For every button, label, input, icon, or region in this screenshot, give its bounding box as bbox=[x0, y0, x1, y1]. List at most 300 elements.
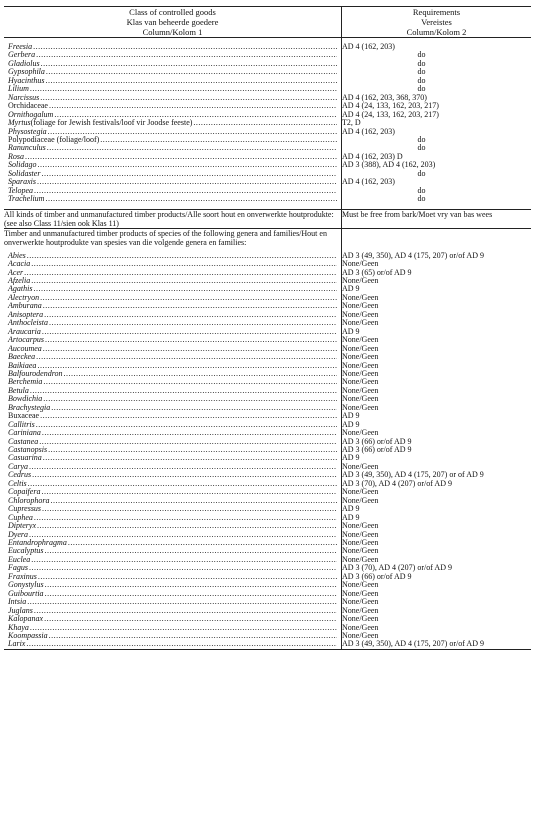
requirement: None/Geen bbox=[342, 547, 379, 556]
requirement: None/Geen bbox=[342, 589, 379, 598]
genus-name bbox=[4, 607, 341, 615]
dot-leader bbox=[38, 573, 337, 581]
genus-label: Anthocleista bbox=[8, 319, 48, 328]
requirement: AD 9 bbox=[342, 285, 360, 294]
table-row bbox=[4, 531, 531, 539]
genus-name bbox=[4, 581, 341, 589]
requirement: AD 9 bbox=[342, 513, 360, 522]
genus-label: Balfourodendron bbox=[8, 369, 63, 378]
dot-leader bbox=[37, 161, 337, 169]
table-bottom-border bbox=[4, 649, 531, 650]
genus-label: Rosa bbox=[8, 152, 24, 161]
dot-leader bbox=[30, 85, 337, 93]
genus-name bbox=[4, 378, 341, 386]
genus-label: Berchemia bbox=[8, 378, 43, 387]
genus-label: Acacia bbox=[8, 260, 31, 269]
genus-label: Lilium bbox=[8, 85, 29, 94]
genus-label: Gonystylus bbox=[8, 581, 44, 590]
genus-label: Acer bbox=[8, 268, 24, 277]
table-row bbox=[4, 353, 531, 361]
dot-leader bbox=[24, 269, 337, 277]
dot-leader bbox=[34, 607, 337, 615]
genus-label: Koompassia bbox=[8, 632, 48, 640]
requirement: None/Geen bbox=[342, 369, 379, 378]
requirement: None/Geen bbox=[342, 555, 379, 564]
genus-name bbox=[4, 522, 341, 530]
requirement: None/Geen bbox=[342, 429, 379, 438]
requirement: T2, D bbox=[342, 119, 361, 128]
genus-name bbox=[4, 531, 341, 539]
column2-title-af: Vereistes bbox=[421, 17, 452, 27]
genus-name bbox=[4, 598, 341, 606]
dot-leader bbox=[40, 294, 337, 302]
dot-leader bbox=[31, 556, 337, 564]
dot-leader bbox=[43, 395, 337, 403]
table-row bbox=[4, 514, 531, 522]
genus-label: Intsia bbox=[8, 598, 27, 607]
genus-label: Bowdichia bbox=[8, 395, 43, 404]
dot-leader bbox=[33, 285, 337, 293]
ditto-mark: do bbox=[417, 186, 426, 195]
genus-name bbox=[4, 260, 341, 268]
genus-name bbox=[4, 564, 341, 572]
table-row bbox=[4, 195, 531, 203]
table-row bbox=[4, 640, 531, 649]
dot-leader bbox=[41, 170, 337, 178]
genus-name bbox=[4, 353, 341, 361]
genus-label: Juglans bbox=[8, 606, 33, 615]
requirement: AD 3 (70), AD 4 (207) or/of AD 9 bbox=[342, 564, 452, 573]
table-row bbox=[4, 615, 531, 623]
column1-title-en: Class of controlled goods bbox=[129, 7, 216, 17]
ditto-mark: do bbox=[417, 195, 426, 204]
dot-leader bbox=[42, 429, 337, 437]
requirement: AD 4 (162, 203) bbox=[342, 43, 395, 51]
table-row bbox=[4, 187, 531, 195]
genus-name bbox=[4, 302, 341, 310]
table-row bbox=[4, 404, 531, 412]
table-row bbox=[4, 438, 531, 446]
requirement: AD 4 (162, 203, 368, 370) bbox=[342, 93, 427, 102]
table-row bbox=[4, 505, 531, 513]
table-row bbox=[4, 446, 531, 454]
dot-leader bbox=[41, 60, 337, 68]
genus-name bbox=[4, 471, 341, 479]
table-row bbox=[4, 302, 531, 310]
genus-name bbox=[4, 412, 341, 420]
genus-name bbox=[4, 421, 341, 429]
dot-leader bbox=[28, 480, 337, 488]
dot-leader bbox=[31, 260, 337, 268]
table-row bbox=[4, 328, 531, 336]
dot-leader bbox=[32, 471, 337, 479]
genus-label: Kalopanax bbox=[8, 615, 44, 624]
table-row bbox=[4, 252, 531, 260]
genus-name bbox=[4, 328, 341, 336]
genus-label: Afzelia bbox=[8, 276, 31, 285]
table-row bbox=[4, 624, 531, 632]
genus-label: Baeckea bbox=[8, 353, 36, 362]
table-row bbox=[4, 102, 531, 110]
requirement: AD 4 (162, 203) bbox=[342, 178, 395, 187]
genus-label: Khaya bbox=[8, 623, 29, 632]
requirement: None/Geen bbox=[342, 336, 379, 345]
genus-name bbox=[4, 505, 341, 513]
table-row bbox=[4, 136, 531, 144]
genus-name bbox=[4, 640, 341, 648]
genus-name bbox=[4, 336, 341, 344]
table-row bbox=[4, 480, 531, 488]
genus-name bbox=[4, 94, 341, 102]
genus-label: Gladiolus bbox=[8, 59, 40, 68]
requirement: None/Geen bbox=[342, 496, 379, 505]
genus-name bbox=[4, 77, 341, 85]
table-row bbox=[4, 556, 531, 564]
genus-name bbox=[4, 573, 341, 581]
dot-leader bbox=[45, 77, 337, 85]
genus-name bbox=[4, 285, 341, 293]
dot-leader bbox=[34, 514, 337, 522]
dot-leader bbox=[64, 370, 337, 378]
table-row bbox=[4, 43, 531, 51]
genus-name bbox=[4, 556, 341, 564]
dot-leader bbox=[26, 640, 337, 648]
dot-leader bbox=[34, 187, 337, 195]
column1-number: Column/Kolom 1 bbox=[142, 27, 203, 37]
table-row bbox=[4, 77, 531, 85]
dot-leader bbox=[40, 94, 337, 102]
requirement: None/Geen bbox=[342, 386, 379, 395]
genus-name bbox=[4, 429, 341, 437]
table-row bbox=[4, 60, 531, 68]
genus-label: Artocarpus bbox=[8, 336, 44, 345]
requirement: None/Geen bbox=[342, 598, 379, 607]
genus-name bbox=[4, 438, 341, 446]
genus-label: Entandrophragma bbox=[8, 539, 67, 548]
dot-leader bbox=[42, 328, 337, 336]
genus-name bbox=[4, 51, 341, 59]
table-row bbox=[4, 429, 531, 437]
dot-leader bbox=[37, 362, 337, 370]
table-header bbox=[4, 7, 531, 38]
controlled-goods-table bbox=[4, 6, 531, 650]
requirement: AD 3 (49, 350), AD 4 (175, 207) or of AD 9 bbox=[342, 471, 484, 480]
table-row bbox=[4, 362, 531, 370]
requirement: AD 4 (162, 203) bbox=[342, 127, 395, 136]
requirement: None/Geen bbox=[342, 361, 379, 370]
dot-leader bbox=[33, 43, 337, 51]
table-row bbox=[4, 144, 531, 152]
dot-leader bbox=[45, 590, 337, 598]
ditto-mark: do bbox=[417, 169, 426, 178]
requirement: AD 3 (65) or/of AD 9 bbox=[342, 268, 412, 277]
genus-label: Physostegia bbox=[8, 127, 47, 136]
column1-header bbox=[4, 7, 342, 38]
genus-label: Castanopsis bbox=[8, 446, 48, 455]
genus-name bbox=[4, 311, 341, 319]
genus-label: Cedrus bbox=[8, 471, 32, 480]
genus-name bbox=[4, 178, 341, 186]
genus-label: Freesia bbox=[8, 43, 33, 51]
table-row bbox=[4, 547, 531, 555]
table-row bbox=[4, 598, 531, 606]
genus-name bbox=[4, 446, 341, 454]
requirement: None/Geen bbox=[342, 632, 379, 640]
requirement: None/Geen bbox=[342, 403, 379, 412]
timber-general-requirement: Must be free from bark/Moet vry van bas wees bbox=[342, 209, 493, 219]
table-row bbox=[4, 632, 531, 640]
requirement: None/Geen bbox=[342, 522, 379, 531]
column2-header bbox=[342, 7, 532, 38]
table-row bbox=[4, 85, 531, 93]
column1-title-af: Klas van beheerde goedere bbox=[126, 17, 219, 27]
requirement: AD 3 (66) or/of AD 9 bbox=[342, 572, 412, 581]
requirement: None/Geen bbox=[342, 581, 379, 590]
dot-leader bbox=[27, 598, 337, 606]
dot-leader bbox=[36, 353, 337, 361]
dot-leader bbox=[36, 51, 337, 59]
genus-name bbox=[4, 252, 341, 260]
dot-leader bbox=[30, 387, 337, 395]
table-row bbox=[4, 607, 531, 615]
genus-label: Cuphea bbox=[8, 513, 33, 522]
genus-label: Telopea bbox=[8, 186, 34, 195]
dot-leader bbox=[49, 319, 337, 327]
dot-leader bbox=[43, 454, 337, 462]
table-row bbox=[4, 51, 531, 59]
genus-name bbox=[4, 294, 341, 302]
table-row bbox=[4, 395, 531, 403]
genus-name bbox=[4, 60, 341, 68]
timber-species-intro-row bbox=[4, 229, 531, 247]
dot-leader bbox=[51, 497, 338, 505]
requirement: AD 4 (24, 133, 162, 203, 217) bbox=[342, 110, 439, 119]
genus-label: Orchidaceae bbox=[8, 102, 48, 111]
genus-name bbox=[4, 277, 341, 285]
requirement: None/Geen bbox=[342, 353, 379, 362]
genus-name bbox=[4, 170, 341, 178]
ditto-mark: do bbox=[417, 59, 426, 68]
dot-leader bbox=[49, 632, 337, 640]
requirement: AD 4 (162, 203) D bbox=[342, 152, 403, 161]
table-row bbox=[4, 119, 531, 127]
table-row bbox=[4, 564, 531, 572]
dot-leader bbox=[51, 404, 337, 412]
dot-leader bbox=[193, 119, 337, 127]
dot-leader bbox=[44, 311, 337, 319]
genus-name bbox=[4, 547, 341, 555]
table-row bbox=[4, 370, 531, 378]
genus-name bbox=[4, 590, 341, 598]
genus-label: Eucalyptus bbox=[8, 547, 44, 556]
genus-label: Myrtus bbox=[8, 119, 31, 128]
dot-leader bbox=[48, 446, 337, 454]
table-row bbox=[4, 412, 531, 420]
ditto-mark: do bbox=[417, 85, 426, 94]
genus-name bbox=[4, 497, 341, 505]
genus-name bbox=[4, 102, 341, 110]
table-row bbox=[4, 161, 531, 169]
genus-label: Solidago bbox=[8, 161, 37, 170]
genus-label: Alectryon bbox=[8, 293, 40, 302]
dot-leader bbox=[31, 277, 337, 285]
requirement: None/Geen bbox=[342, 276, 379, 285]
requirement: None/Geen bbox=[342, 310, 379, 319]
table-row bbox=[4, 128, 531, 136]
table-row bbox=[4, 311, 531, 319]
requirement: AD 3 (66) or/of AD 9 bbox=[342, 446, 412, 455]
genus-name bbox=[4, 111, 341, 119]
genus-label: Dyera bbox=[8, 530, 28, 539]
requirement: None/Geen bbox=[342, 293, 379, 302]
genus-name bbox=[4, 68, 341, 76]
requirement: None/Geen bbox=[342, 488, 379, 497]
genus-label: Agathis bbox=[8, 285, 33, 294]
genus-name bbox=[4, 488, 341, 496]
genus-label: Trachelium bbox=[8, 195, 45, 204]
ditto-mark: do bbox=[417, 135, 426, 144]
table-row bbox=[4, 336, 531, 344]
dot-leader bbox=[25, 153, 337, 161]
requirement: AD 3 (49, 350), AD 4 (175, 207) or/of AD 9 bbox=[342, 251, 484, 260]
dot-leader bbox=[54, 111, 337, 119]
dot-leader bbox=[45, 581, 337, 589]
dot-leader bbox=[46, 68, 337, 76]
genus-label: Cupressus bbox=[8, 505, 42, 514]
genus-name bbox=[4, 85, 341, 93]
table-row bbox=[4, 294, 531, 302]
table-row bbox=[4, 319, 531, 327]
table-row bbox=[4, 539, 531, 547]
requirement: None/Geen bbox=[342, 344, 379, 353]
genus-label: Gypsophila bbox=[8, 68, 45, 77]
genus-name bbox=[4, 370, 341, 378]
requirement: None/Geen bbox=[342, 319, 379, 328]
genus-label: Ornithogalum bbox=[8, 110, 54, 119]
requirement: AD 9 bbox=[342, 420, 360, 429]
genus-name bbox=[4, 345, 341, 353]
genus-name bbox=[4, 136, 341, 144]
table-row bbox=[4, 463, 531, 471]
genus-label: Polypodiaceae (foliage/loof) bbox=[8, 135, 100, 144]
requirement: AD 9 bbox=[342, 454, 360, 463]
requirement: None/Geen bbox=[342, 623, 379, 632]
genus-label: Araucaria bbox=[8, 327, 41, 336]
genus-label: Larix bbox=[8, 640, 26, 649]
genus-label: Brachystegia bbox=[8, 403, 51, 412]
genus-name bbox=[4, 539, 341, 547]
table-row bbox=[4, 522, 531, 530]
genus-name bbox=[4, 153, 341, 161]
genus-label: Copaifera bbox=[8, 488, 41, 497]
dot-leader bbox=[45, 336, 337, 344]
table-row bbox=[4, 590, 531, 598]
requirement: None/Geen bbox=[342, 539, 379, 548]
genus-label: Anisoptera bbox=[8, 310, 44, 319]
table-row bbox=[4, 285, 531, 293]
genus-label: Solidaster bbox=[8, 169, 41, 178]
dot-leader bbox=[43, 302, 337, 310]
genus-name bbox=[4, 269, 341, 277]
dot-leader bbox=[29, 463, 337, 471]
genus-label: Betula bbox=[8, 386, 29, 395]
table-row bbox=[4, 581, 531, 589]
requirement: AD 9 bbox=[342, 505, 360, 514]
genus-label: Narcissus bbox=[8, 93, 40, 102]
timber-general-row bbox=[4, 210, 531, 229]
genus-label: Euclea bbox=[8, 555, 31, 564]
table-row bbox=[4, 378, 531, 386]
dot-leader bbox=[45, 195, 337, 203]
requirement: None/Geen bbox=[342, 395, 379, 404]
ditto-mark: do bbox=[417, 144, 426, 153]
genus-name bbox=[4, 624, 341, 632]
requirement: AD 3 (388), AD 4 (162, 203) bbox=[342, 161, 436, 170]
genus-label: Callitris bbox=[8, 420, 35, 429]
genus-label: Castanea bbox=[8, 437, 39, 446]
requirement: None/Geen bbox=[342, 378, 379, 387]
timber-general-description: All kinds of timber and unmanufactured timber products/Alle soort hout en onverwerkte houtprodukte: (see also Class 11/sien ook Klas 11) bbox=[4, 210, 342, 229]
genus-name bbox=[4, 144, 341, 152]
timber-species-intro: Timber and unmanufactured timber products of species of the following genera and families/Hout en onverwerkte houtprodukte van spesies van die volgende genera en families: bbox=[4, 229, 342, 247]
genus-name bbox=[4, 128, 341, 136]
table-row bbox=[4, 421, 531, 429]
table-row bbox=[4, 68, 531, 76]
genus-label: Cariniana bbox=[8, 429, 41, 438]
dot-leader bbox=[29, 531, 337, 539]
requirement: None/Geen bbox=[342, 615, 379, 624]
requirement: AD 3 (49, 350), AD 4 (175, 207) or/of AD 9 bbox=[342, 640, 484, 649]
genus-note: (foliage for Jewish festivals/loof vir Joodse feeste) bbox=[30, 119, 193, 128]
table-row bbox=[4, 573, 531, 581]
dot-leader bbox=[37, 522, 337, 530]
requirement: None/Geen bbox=[342, 606, 379, 615]
dot-leader bbox=[36, 421, 337, 429]
dot-leader bbox=[43, 345, 337, 353]
genus-label: Ranunculus bbox=[8, 144, 46, 153]
genus-label: Baikiaea bbox=[8, 361, 37, 370]
dot-leader bbox=[30, 624, 337, 632]
requirement: None/Geen bbox=[342, 260, 379, 269]
genus-name bbox=[4, 195, 341, 203]
genus-label: Fagus bbox=[8, 564, 28, 573]
table-row bbox=[4, 111, 531, 119]
genus-name bbox=[4, 387, 341, 395]
dot-leader bbox=[27, 252, 337, 260]
genus-name bbox=[4, 119, 341, 127]
dot-leader bbox=[39, 438, 337, 446]
genus-name bbox=[4, 480, 341, 488]
genus-label: Dipteryx bbox=[8, 522, 36, 531]
genus-label: Carya bbox=[8, 462, 28, 471]
genus-name bbox=[4, 463, 341, 471]
genus-label: Fraxinus bbox=[8, 572, 37, 581]
genus-label: Casuarina bbox=[8, 454, 42, 463]
table-row bbox=[4, 497, 531, 505]
dot-leader bbox=[41, 488, 337, 496]
genus-label: Chlorophora bbox=[8, 496, 50, 505]
requirement: AD 3 (66) or/of AD 9 bbox=[342, 437, 412, 446]
dot-leader bbox=[47, 144, 337, 152]
genus-name bbox=[4, 632, 341, 640]
dot-leader bbox=[49, 102, 337, 110]
genus-label: Aucoumea bbox=[8, 344, 42, 353]
requirement: AD 4 (24, 133, 162, 203, 217) bbox=[342, 102, 439, 111]
genus-label: Sparaxis bbox=[8, 178, 36, 187]
genus-label: Amburana bbox=[8, 302, 42, 311]
dot-leader bbox=[48, 128, 337, 136]
table-row bbox=[4, 277, 531, 285]
